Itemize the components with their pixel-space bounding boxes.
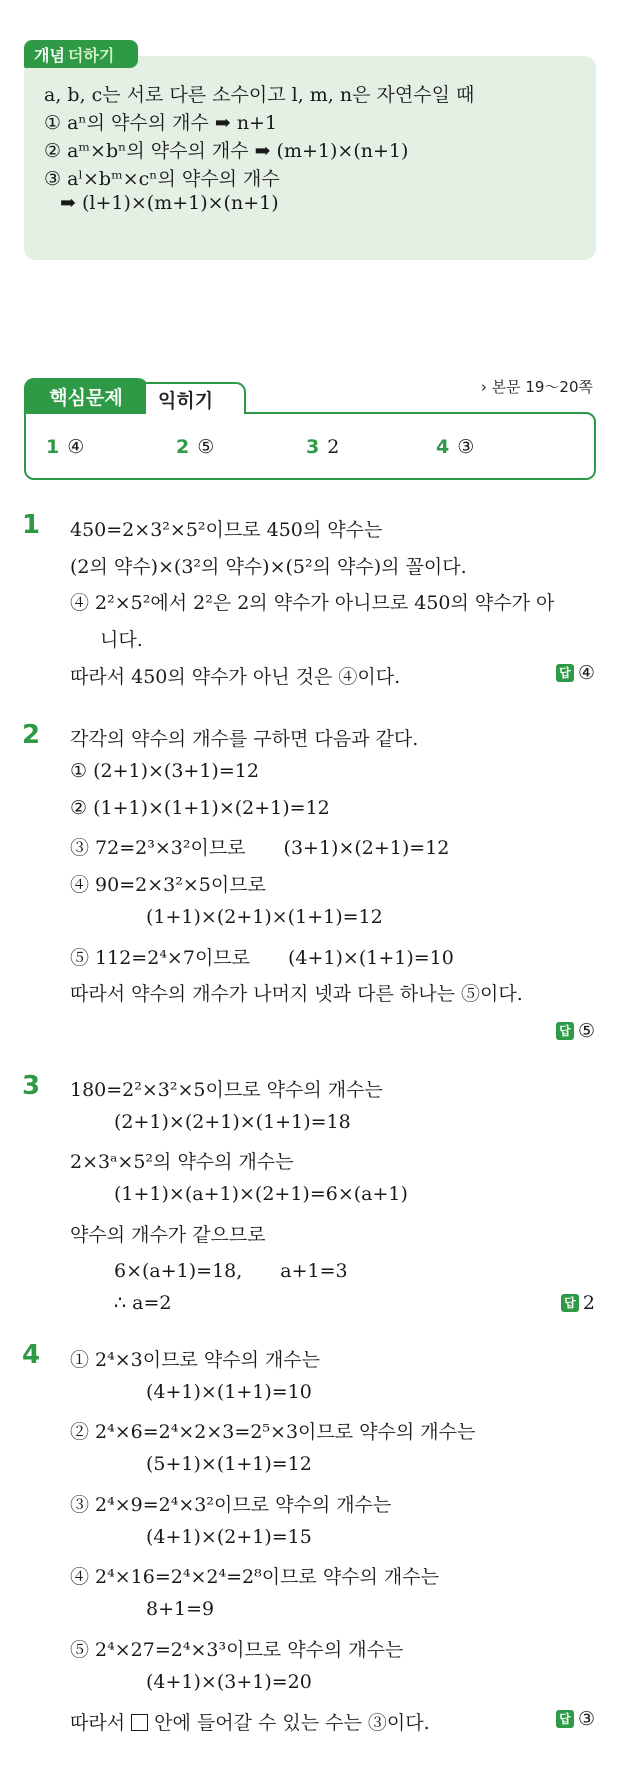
solution-line: 각각의 약수의 개수를 구하면 다음과 같다. bbox=[70, 728, 419, 750]
answer-badge: 답 2 bbox=[561, 1292, 595, 1314]
concept-line: ① aⁿ의 약수의 개수 ➡ n+1 bbox=[44, 112, 278, 134]
question-number: 1 bbox=[22, 510, 41, 540]
concept-line: ➡ (l+1)×(m+1)×(n+1) bbox=[60, 192, 279, 214]
practice-tab: 익히기 bbox=[146, 382, 246, 414]
blank-box bbox=[131, 1714, 148, 1731]
solution-line: ④ 2²×5²에서 2²은 2의 약수가 아니므로 450의 약수가 아 bbox=[70, 592, 555, 614]
solution-line: ① 2⁴×3이므로 약수의 개수는 bbox=[70, 1349, 321, 1371]
solution-line: ⑤ 112=2⁴×7이므로 (4+1)×(1+1)=10 bbox=[70, 947, 454, 969]
solution-line: ⑤ 2⁴×27=2⁴×3³이므로 약수의 개수는 bbox=[70, 1639, 404, 1661]
solution-line: (1+1)×(a+1)×(2+1)=6×(a+1) bbox=[114, 1183, 408, 1205]
concept-line: a, b, c는 서로 다른 소수이고 l, m, n은 자연수일 때 bbox=[44, 84, 475, 106]
answer-key-item: 1 ④ bbox=[46, 436, 85, 458]
solution-line: 450=2×3²×5²이므로 450의 약수는 bbox=[70, 519, 383, 541]
solution-line: (1+1)×(2+1)×(1+1)=12 bbox=[146, 906, 383, 928]
question-number: 4 bbox=[22, 1340, 41, 1370]
solution-line: (4+1)×(1+1)=10 bbox=[146, 1381, 312, 1403]
concept-line: ② aᵐ×bⁿ의 약수의 개수 ➡ (m+1)×(n+1) bbox=[44, 140, 409, 162]
solution-line: 니다. bbox=[100, 629, 143, 651]
solution-line: (5+1)×(1+1)=12 bbox=[146, 1453, 312, 1475]
concept-tag-sub: 더하기 bbox=[67, 45, 115, 65]
solution-line: ③ 2⁴×9=2⁴×3²이므로 약수의 개수는 bbox=[70, 1494, 392, 1516]
solution-line: 따라서 약수의 개수가 나머지 넷과 다른 하나는 ⑤이다. bbox=[70, 983, 523, 1005]
answer-badge: 답 ⑤ bbox=[556, 1020, 595, 1042]
concept-line: ③ aˡ×bᵐ×cⁿ의 약수의 개수 bbox=[44, 168, 280, 190]
answer-label: 답 bbox=[556, 1022, 574, 1040]
answer-key-item: 2 ⑤ bbox=[176, 436, 215, 458]
solution-line: 2×3ᵃ×5²의 약수의 개수는 bbox=[70, 1151, 294, 1173]
question-number: 3 bbox=[22, 1071, 41, 1101]
solution-line: (4+1)×(2+1)=15 bbox=[146, 1526, 312, 1548]
page-reference: › 본문 19～20쪽 bbox=[480, 378, 593, 396]
solution-line: ② 2⁴×6=2⁴×2×3=2⁵×3이므로 약수의 개수는 bbox=[70, 1421, 476, 1443]
solution-line: ∴ a=2 bbox=[114, 1292, 172, 1314]
solution-line: ② (1+1)×(1+1)×(2+1)=12 bbox=[70, 797, 330, 819]
solution-line: (2+1)×(2+1)×(1+1)=18 bbox=[114, 1111, 351, 1133]
solution-line: 따라서 안에 들어갈 수 있는 수는 ③이다. bbox=[70, 1712, 430, 1734]
answer-key-item: 3 2 bbox=[306, 436, 340, 458]
solution-line: 8+1=9 bbox=[146, 1598, 215, 1620]
solution-line: 180=2²×3²×5이므로 약수의 개수는 bbox=[70, 1079, 383, 1101]
answer-label: 답 bbox=[561, 1294, 579, 1312]
solution-line: 6×(a+1)=18, a+1=3 bbox=[114, 1260, 348, 1282]
solution-line: 약수의 개수가 같으므로 bbox=[70, 1224, 266, 1246]
answer-badge: 답 ③ bbox=[556, 1708, 595, 1730]
answer-key-item: 4 ③ bbox=[436, 436, 475, 458]
answer-label: 답 bbox=[556, 1710, 574, 1728]
solution-line: ④ 2⁴×16=2⁴×2⁴=2⁸이므로 약수의 개수는 bbox=[70, 1566, 439, 1588]
solution-line: ① (2+1)×(3+1)=12 bbox=[70, 760, 259, 782]
solution-line: ③ 72=2³×3²이므로 (3+1)×(2+1)=12 bbox=[70, 837, 450, 859]
solution-line: 따라서 450의 약수가 아닌 것은 ④이다. bbox=[70, 666, 401, 688]
solution-line: ④ 90=2×3²×5이므로 bbox=[70, 874, 266, 896]
core-problem-tab: 핵심문제 bbox=[24, 378, 148, 414]
question-number: 2 bbox=[22, 720, 41, 750]
solution-line: (4+1)×(3+1)=20 bbox=[146, 1671, 312, 1693]
concept-tag-main: 개념 bbox=[34, 45, 65, 65]
solution-line: (2의 약수)×(3²의 약수)×(5²의 약수)의 꼴이다. bbox=[70, 556, 467, 578]
answer-badge: 답 ④ bbox=[556, 662, 595, 684]
answer-label: 답 bbox=[556, 664, 574, 682]
concept-tag bbox=[24, 40, 138, 68]
